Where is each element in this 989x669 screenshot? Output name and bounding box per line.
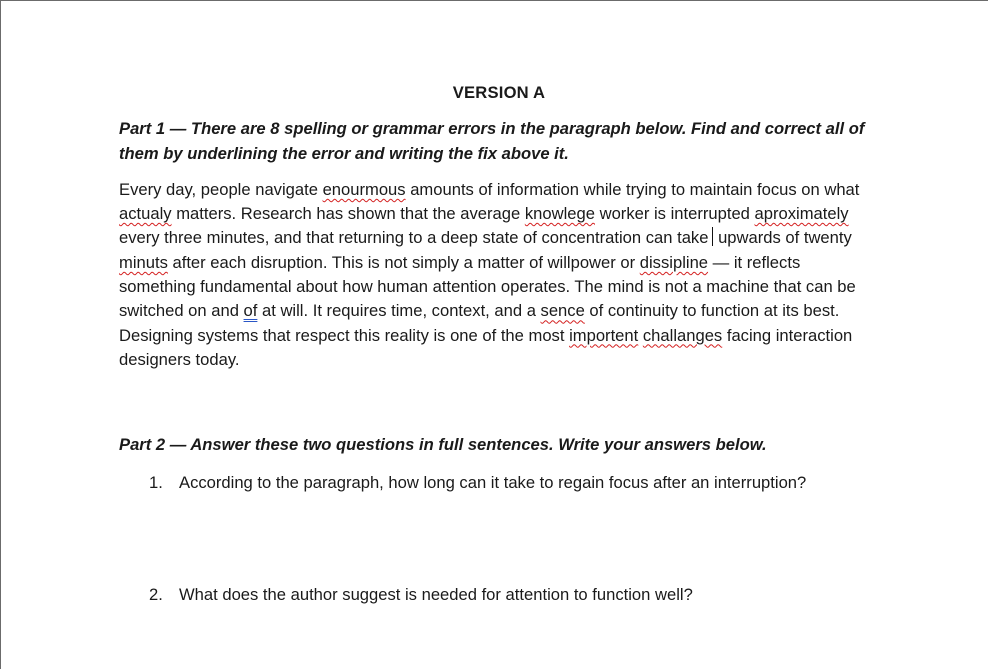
question-text: According to the paragraph, how long can it take to regain focus after an interruption?	[179, 472, 807, 492]
grammar-error[interactable]: of	[243, 301, 258, 321]
question-1[interactable]	[119, 471, 879, 495]
document-body[interactable]	[119, 81, 879, 607]
paragraph-text: upwards of twenty	[713, 228, 852, 248]
paragraph-text: after each disruption. This is not simply a matter of willpower or	[167, 252, 640, 272]
paragraph-text: — it reflects something fundamental about how human attention operates. The mind is not a machine that can be switched on and	[119, 252, 856, 321]
paragraph-text: of continuity to function at its best. Designing systems that respect this reality is one of the most	[119, 301, 840, 345]
exercise-paragraph[interactable]	[119, 178, 879, 372]
question-text: What does the author suggest is needed for attention to function well?	[179, 584, 693, 604]
spelling-error[interactable]: dissipline	[639, 252, 709, 272]
spelling-error[interactable]: minuts	[119, 252, 168, 272]
paragraph-text: every three minutes, and that returning to a deep state of concentration can take	[119, 228, 709, 248]
question-number: 1.	[149, 472, 163, 492]
paragraph-text: worker is interrupted	[594, 204, 755, 224]
spelling-error[interactable]: challanges	[642, 325, 723, 345]
part1-instructions: Part 1 — There are 8 spelling or grammar errors in the paragraph below. Find and correct all of them by underlining the error and writing the fix above it.	[119, 119, 865, 163]
version-title: VERSION A	[452, 83, 546, 102]
question-number: 2.	[149, 584, 163, 604]
spelling-error[interactable]: actualy	[119, 204, 172, 224]
question-2[interactable]	[119, 583, 879, 607]
paragraph-text: amounts of information while trying to maintain focus on what	[405, 179, 860, 199]
paragraph-text: facing interaction designers today.	[119, 325, 853, 369]
paragraph-text: Every day, people navigate	[119, 179, 323, 199]
part2-instructions: Part 2 — Answer these two questions in full sentences. Write your answers below.	[119, 435, 767, 455]
spelling-error[interactable]: knowlege	[524, 204, 595, 224]
paragraph-text: matters. Research has shown that the average	[171, 204, 525, 224]
paragraph-text: at will. It requires time, context, and a	[257, 301, 541, 321]
spelling-error[interactable]: enourmous	[322, 179, 406, 199]
spelling-error[interactable]: sence	[540, 301, 585, 321]
spelling-error[interactable]: importent	[569, 325, 639, 345]
spelling-error[interactable]: aproximately	[754, 204, 849, 224]
